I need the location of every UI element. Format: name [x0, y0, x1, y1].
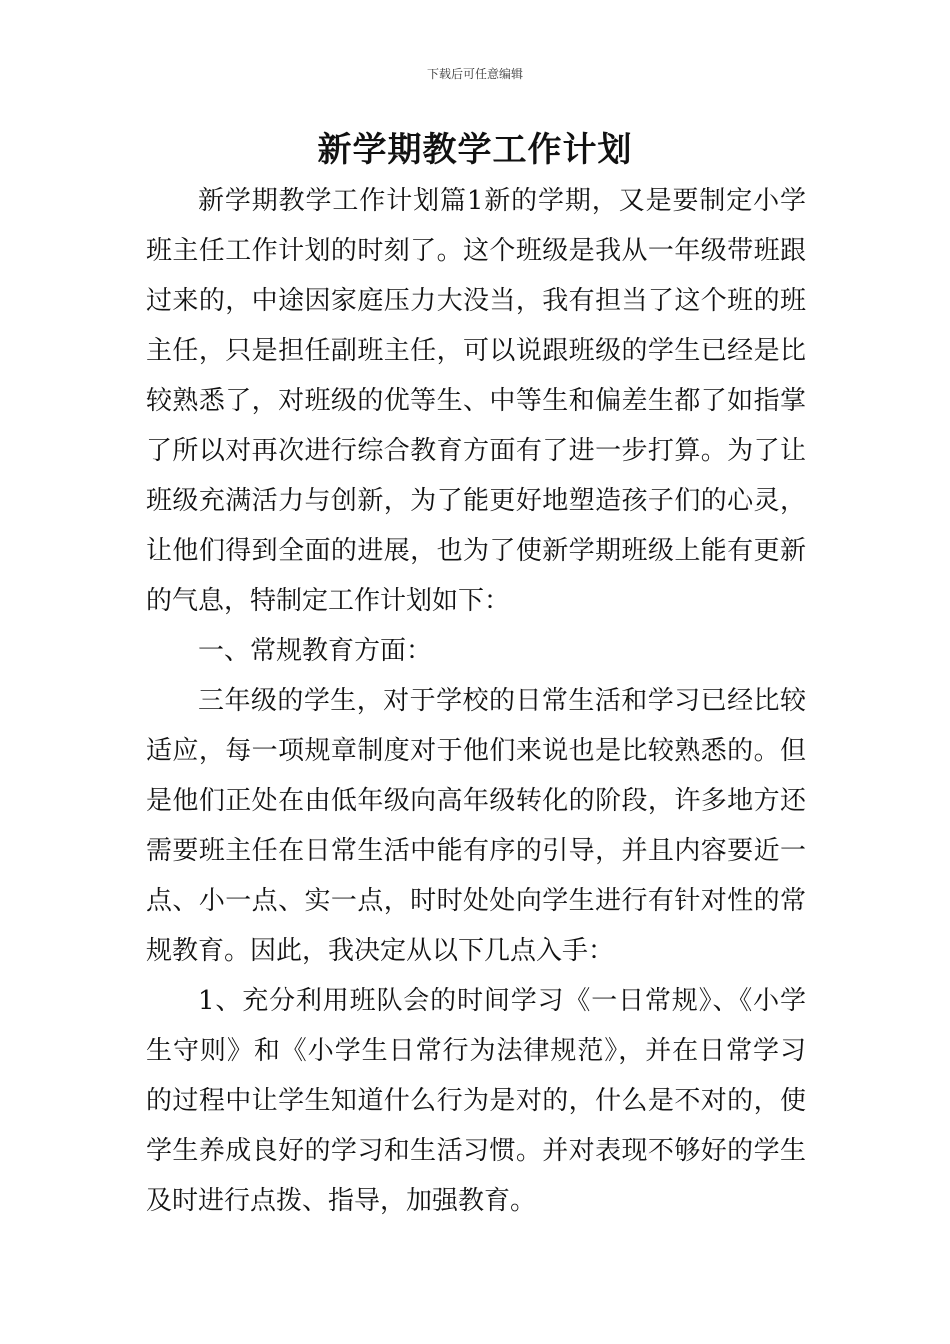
document-body [146, 176, 806, 1226]
paragraph-item-1: 1、充分利用班队会的时间学习《一日常规》、《小学生守则》和《小学生日常行为法律规范》，并在日常学习的过程中让学生知道什么行为是对的，什么是不对的，使学生养成良好的学习和生活习惯。并对表现不够好的学生及时进行点拨、指导，加强教育。 [146, 986, 806, 1216]
section-heading-routine-education: 一、常规教育方面： [198, 636, 433, 666]
header-note: 下载后可任意编辑 [426, 67, 523, 81]
document-title: 新学期教学工作计划 [317, 130, 633, 170]
paragraph-grade-three: 三年级的学生，对于学校的日常生活和学习已经比较适应，每一项规章制度对于他们来说也是比较熟悉的。但是他们正处在由低年级向高年级转化的阶段，许多地方还需要班主任在日常生活中能有序的引导，并且内容要近一点、小一点、实一点，时时处处向学生进行有针对性的常规教育。因此，我决定从以下几点入手： [146, 686, 806, 966]
paragraph-intro: 新学期教学工作计划篇1新的学期，又是要制定小学班主任工作计划的时刻了。这个班级是我从一年级带班跟过来的，中途因家庭压力大没当，我有担当了这个班的班主任，只是担任副班主任，可以说跟班级的学生已经是比较熟悉了，对班级的优等生、中等生和偏差生都了如指掌了所以对再次进行综合教育方面有了进一步打算。为了让班级充满活力与创新，为了能更好地塑造孩子们的心灵，让他们得到全面的进展，也为了使新学期班级上能有更新的气息，特制定工作计划如下： [146, 186, 806, 616]
